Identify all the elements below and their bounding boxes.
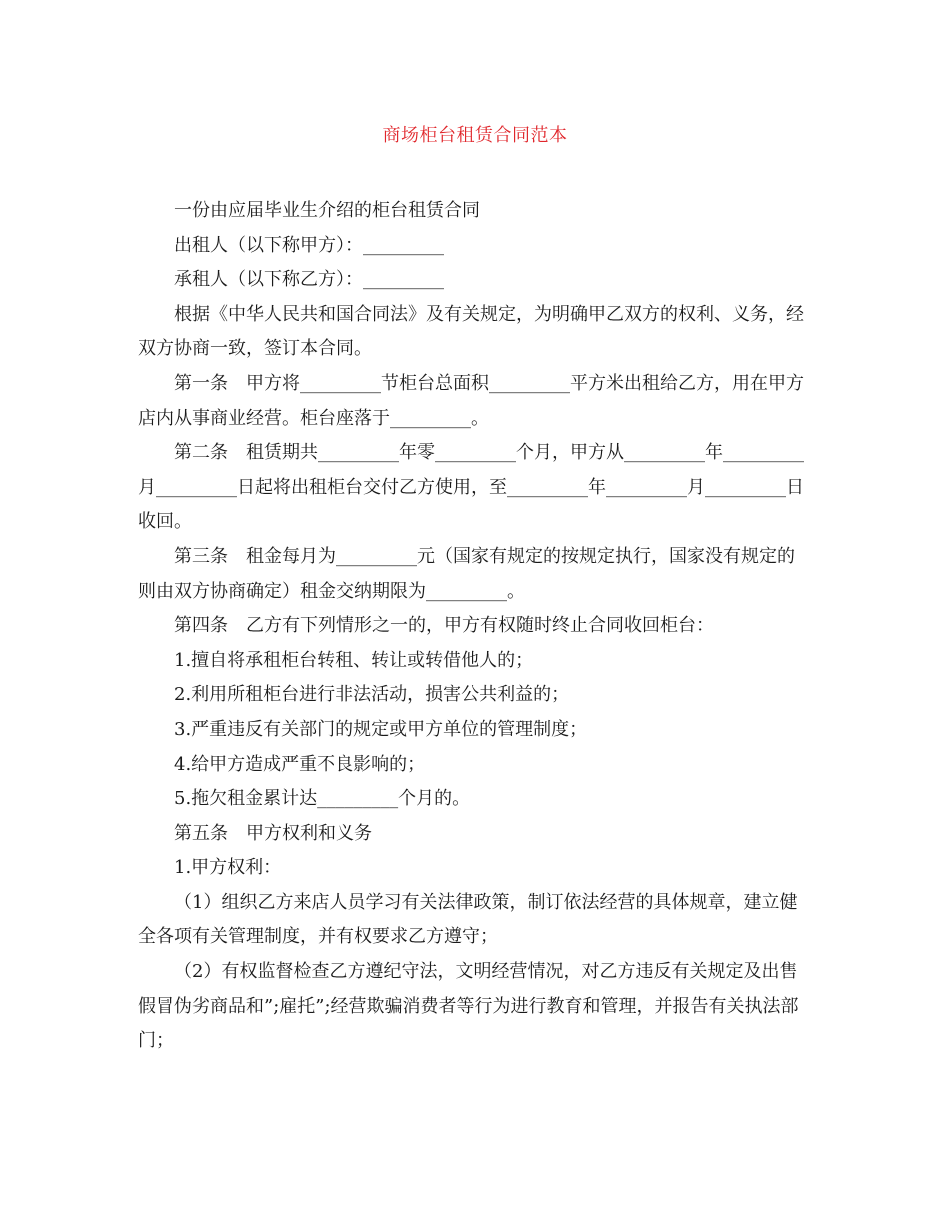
article-4-item-1: 1.擅自将承租柜台转租、转让或转借他人的；: [174, 649, 534, 671]
article-4-item-5: 5.拖欠租金累计达_________个月的。: [174, 788, 471, 810]
article-1: 第一条 甲方将_________节柜台总面积_________平方米出租给乙方，用在甲方店内从事商业经营。柜台座落于_________。: [138, 372, 804, 429]
article-5-section-1: 1.甲方权利：: [174, 857, 282, 879]
intro-line: 一份由应届毕业生介绍的柜台租赁合同: [174, 200, 480, 221]
lessor-line: 出租人（以下称甲方）：_________: [174, 234, 444, 256]
article-4-item-3: 3.严重违反有关部门的规定或甲方单位的管理制度；: [174, 718, 588, 740]
lessee-line: 承租人（以下称乙方）：_________: [174, 269, 444, 291]
article-2: 第二条 租赁期共_________年零_________个月，甲方从_________年_________月_________日起将出租柜台交付乙方使用，至_________年_________月_________日收回。: [138, 442, 804, 533]
article-5: 第五条 甲方权利和义务: [174, 822, 372, 844]
document-title: 商场柜台租赁合同范本: [382, 125, 568, 146]
article-4-item-2: 2.利用所租柜台进行非法活动，损害公共利益的；: [174, 684, 570, 706]
preamble-paragraph: 根据《中华人民共和国合同法》及有关规定，为明确甲乙双方的权利、义务，经双方协商一致，签订本合同。: [138, 303, 804, 360]
article-5-right-2: （2）有权监督检查乙方遵纪守法，文明经营情况，对乙方违反有关规定及出售假冒伪劣商品和”;雇托”;经营欺骗消费者等行为进行教育和管理，并报告有关执法部门；: [138, 961, 799, 1052]
article-5-right-1: （1）组织乙方来店人员学习有关法律政策，制订依法经营的具体规章，建立健全各项有关管理制度，并有权要求乙方遵守；: [138, 891, 798, 948]
article-4: 第四条 乙方有下列情形之一的，甲方有权随时终止合同收回柜台：: [174, 615, 714, 637]
document-body: [138, 194, 810, 1059]
article-4-item-4: 4.给甲方造成严重不良影响的；: [174, 753, 426, 775]
article-3: 第三条 租金每月为_________元（国家有规定的按规定执行，国家没有规定的则由双方协商确定）租金交纳期限为_________。: [138, 545, 795, 602]
